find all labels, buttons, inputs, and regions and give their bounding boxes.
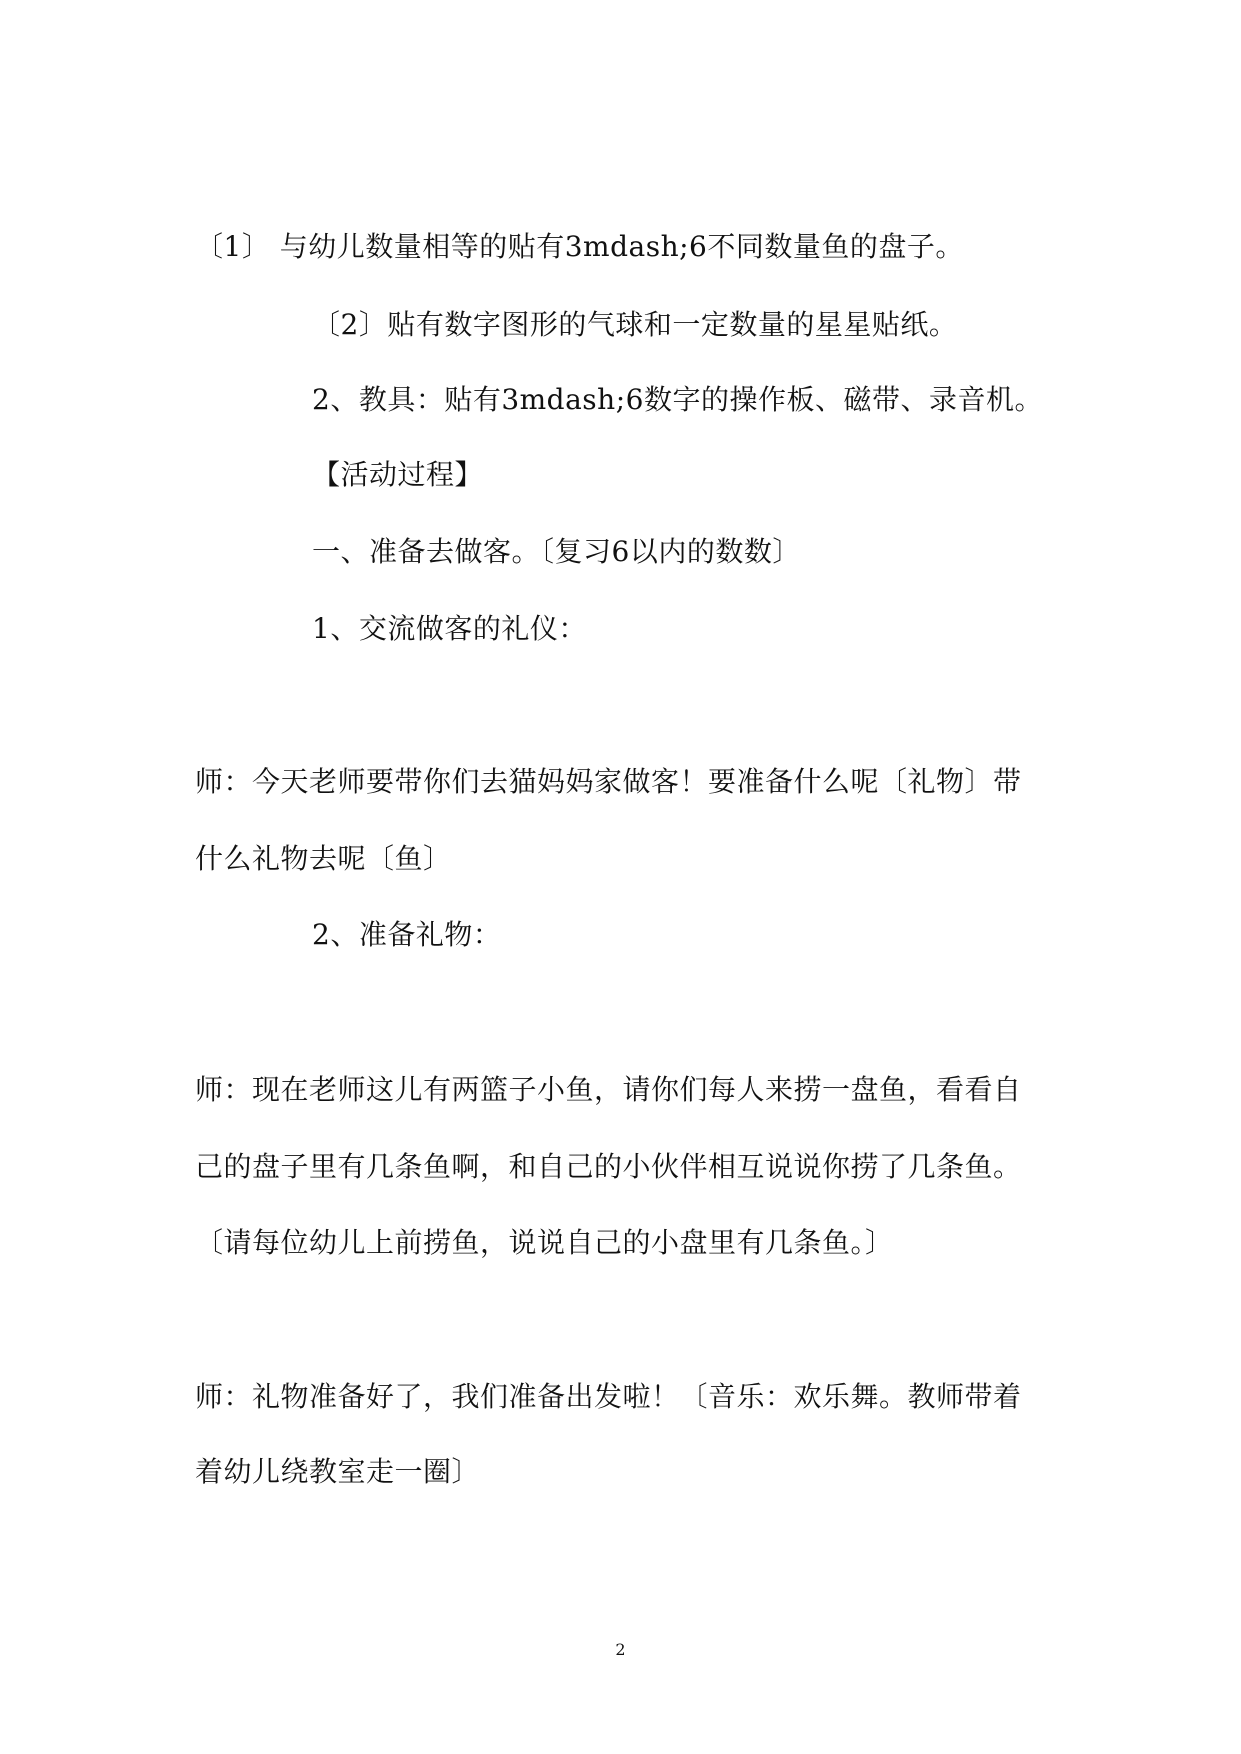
page-number: 2	[615, 1640, 626, 1659]
teacher-dialogue-2a: 师：现在老师这儿有两篮子小鱼，请你们每人来捞一盘鱼，看看自	[195, 1073, 1022, 1106]
activity-note: 〔请每位幼儿上前捞鱼，说说自己的小盘里有几条鱼。〕	[195, 1226, 894, 1259]
section-heading: 【活动过程】	[312, 458, 484, 491]
substep-prepare-gift: 2、准备礼物：	[312, 918, 502, 951]
teacher-dialogue-1b: 什么礼物去呢〔鱼〕	[195, 842, 452, 875]
teacher-dialogue-3b: 着幼儿绕教室走一圈〕	[195, 1455, 481, 1488]
materials-item-2: 〔2〕贴有数字图形的气球和一定数量的星星贴纸。	[312, 308, 958, 341]
teacher-dialogue-2b: 己的盘子里有几条鱼啊，和自己的小伙伴相互说说你捞了几条鱼。	[195, 1150, 1022, 1183]
step-heading-1: 一、准备去做客。〔复习6以内的数数〕	[312, 535, 801, 568]
teaching-aids: 2、教具：贴有3mdash;6数字的操作板、磁带、录音机。	[312, 383, 1043, 416]
materials-item-1: 〔1〕 与幼儿数量相等的贴有3mdash;6不同数量鱼的盘子。	[195, 230, 964, 263]
substep-etiquette: 1、交流做客的礼仪：	[312, 612, 587, 645]
teacher-dialogue-3a: 师：礼物准备好了，我们准备出发啦！〔音乐：欢乐舞。教师带着	[195, 1380, 1022, 1413]
teacher-dialogue-1a: 师：今天老师要带你们去猫妈妈家做客！要准备什么呢〔礼物〕带	[195, 765, 1022, 798]
